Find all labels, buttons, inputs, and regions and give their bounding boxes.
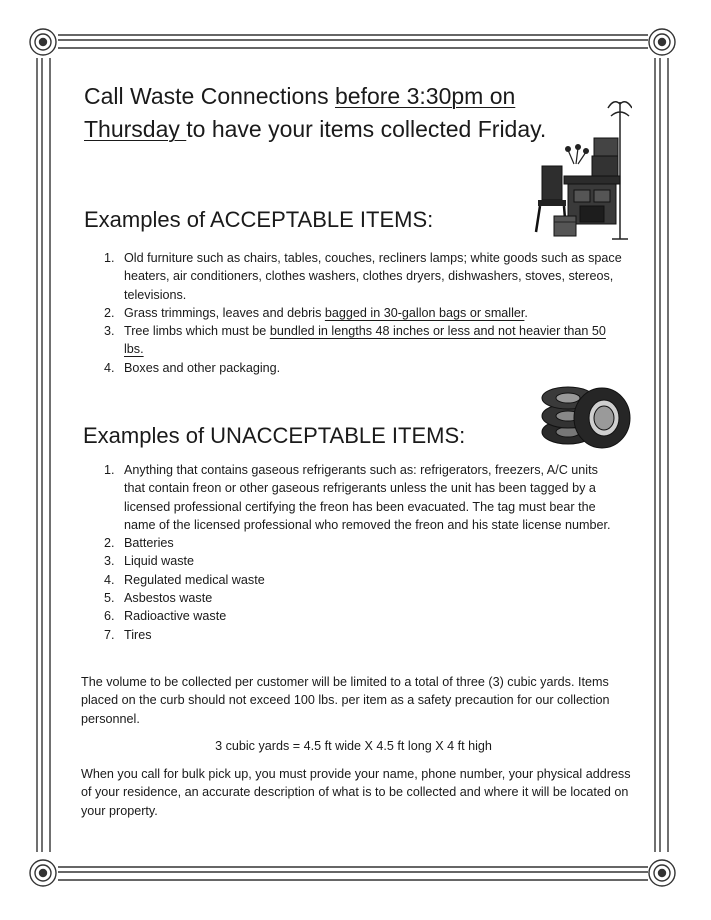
item-text: Boxes and other packaging. bbox=[124, 360, 281, 375]
cubic-yards-formula: 3 cubic yards = 4.5 ft wide X 4.5 ft long X 4 ft high bbox=[215, 739, 492, 753]
volume-limit-paragraph: The volume to be collected per customer will be limited to a total of three (3) cubic yards. Items placed on the curb should not exceed 100 lbs. per item as a safety precaution for our collection personnel. bbox=[81, 675, 610, 726]
item-text: Tree limbs which must be bbox=[124, 324, 270, 339]
unacceptable-item bbox=[82, 534, 612, 552]
acceptable-item bbox=[82, 304, 627, 322]
acceptable-item bbox=[82, 249, 627, 304]
item-text: Tires bbox=[124, 627, 152, 642]
unacceptable-item bbox=[82, 461, 612, 534]
item-number: 7. bbox=[104, 627, 115, 642]
item-text: Radioactive waste bbox=[124, 609, 227, 624]
item-text: Grass trimmings, leaves and debris bbox=[124, 305, 325, 320]
tires-illustration bbox=[538, 382, 634, 452]
item-number: 3. bbox=[104, 554, 115, 569]
item-number: 2. bbox=[104, 305, 115, 320]
item-number: 6. bbox=[104, 609, 115, 624]
item-text: Regulated medical waste bbox=[124, 572, 265, 587]
headline-deadline-underlined: before 3:30pm on bbox=[334, 83, 516, 109]
unacceptable-item bbox=[82, 571, 612, 589]
item-text-underlined: bundled in lengths 48 inches or less and not heavier than 50 lbs. bbox=[124, 324, 606, 357]
unacceptable-items-list bbox=[82, 461, 612, 644]
headline-part1: Call Waste Connections bbox=[84, 83, 335, 109]
item-text: Old furniture such as chairs, tables, couches, recliners lamps; white goods such as space heaters, air conditioners, clothes washers, clothes dryers, dishwashers, stoves, stereos, televisions. bbox=[124, 251, 622, 302]
item-text: Anything that contains gaseous refrigerants such as: refrigerators, freezers, A/C units that contain freon or other gaseous refrigerants unless the unit has been tagged by a licensed professional certifying the freon has been evacuated. The tag must bear the name of the licensed professional who removed the freon and his state license number. bbox=[124, 463, 611, 532]
item-number: 4. bbox=[104, 572, 115, 587]
acceptable-item bbox=[82, 322, 627, 359]
item-text-end: . bbox=[524, 305, 528, 320]
unacceptable-item bbox=[82, 607, 612, 625]
unacceptable-item bbox=[82, 552, 612, 570]
unacceptable-item bbox=[82, 626, 612, 644]
item-text: Batteries bbox=[124, 536, 174, 551]
item-number: 1. bbox=[104, 463, 115, 477]
headline-part2: to have your items collected Friday. bbox=[186, 116, 547, 142]
item-text: Liquid waste bbox=[124, 554, 195, 569]
item-number: 3. bbox=[104, 324, 115, 339]
item-number: 2. bbox=[104, 536, 115, 551]
item-number: 5. bbox=[104, 591, 115, 606]
item-number: 4. bbox=[104, 360, 115, 375]
unacceptable-items-title: Examples of UNACCEPTABLE ITEMS: bbox=[83, 423, 466, 448]
headline-day-underlined: Thursday bbox=[84, 116, 187, 142]
acceptable-item bbox=[82, 359, 627, 377]
call-instructions-paragraph: When you call for bulk pick up, you must provide your name, phone number, your physical address of your residence, an accurate description of what is to be collected and where it will be located on your property. bbox=[81, 767, 631, 818]
furniture-illustration bbox=[528, 94, 632, 244]
acceptable-items-title: Examples of ACCEPTABLE ITEMS: bbox=[84, 207, 434, 232]
headline bbox=[84, 80, 604, 146]
item-text-underlined: bagged in 30-gallon bags or smaller bbox=[324, 305, 525, 320]
item-number: 1. bbox=[104, 251, 115, 265]
unacceptable-item bbox=[82, 589, 612, 607]
item-text: Asbestos waste bbox=[124, 591, 213, 606]
acceptable-items-list bbox=[82, 249, 627, 377]
